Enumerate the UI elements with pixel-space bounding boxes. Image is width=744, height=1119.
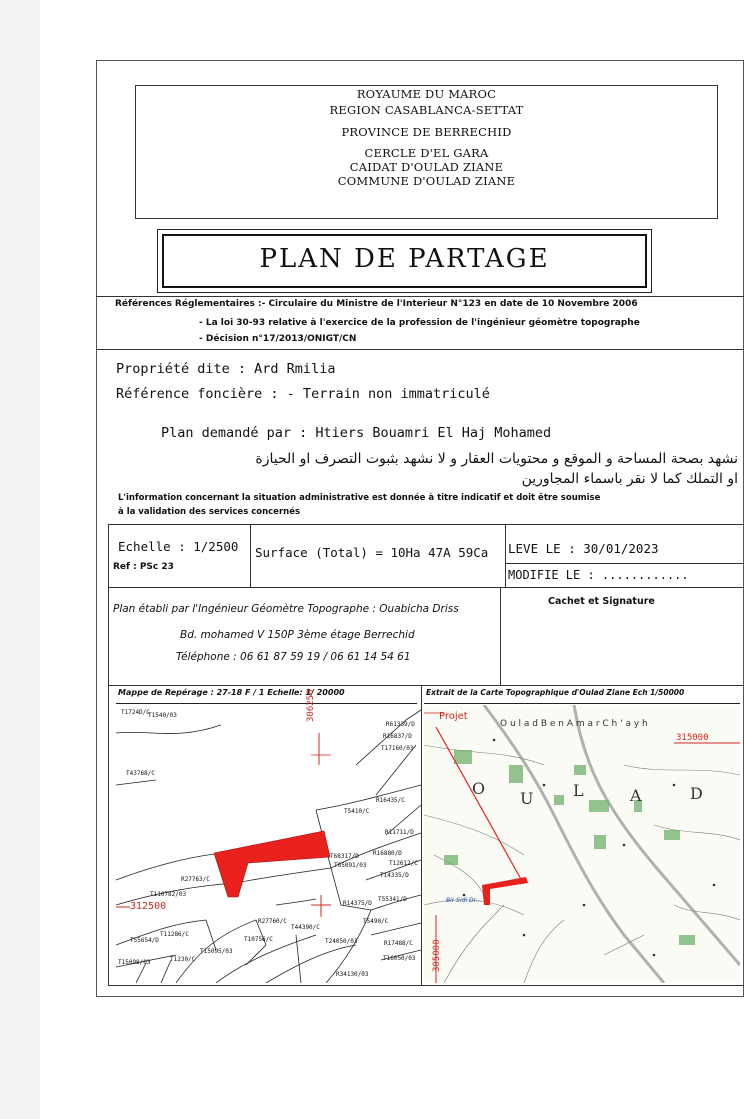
author-address: Bd. mohamed V 150P 3ème étage Berrechid	[180, 629, 415, 641]
table-border	[500, 587, 501, 685]
notice-line-1: L'information concernant la situation administrative est donnée à titre indicatif et doit être soumise	[118, 493, 601, 503]
document-title: PLAN DE PARTAGE	[259, 244, 550, 274]
coordinate-label-y: 312500	[130, 901, 167, 912]
map-letter: L	[573, 781, 584, 800]
map-right-caption-underline	[424, 703, 740, 704]
parcel-label: T55341/D	[378, 896, 407, 903]
parcel-label: T1230/C	[170, 956, 196, 963]
parcel-label: R61339/D	[386, 721, 415, 728]
parcel-label: R27760/C	[258, 918, 287, 925]
scale-value: Echelle : 1/2500	[118, 539, 239, 554]
table-border	[108, 685, 109, 985]
header-line-caidat: CAIDAT D'OULAD ZIANE	[349, 160, 504, 174]
parcel-label: T1540/03	[148, 712, 177, 719]
map-left-caption: Mappe de Repérage : 27-18 F / 1 Echelle: 1/ 20000	[118, 688, 345, 697]
parcel-label: T110782/03	[150, 891, 187, 898]
notice-line-2: à la validation des services concernés	[118, 507, 301, 517]
parcel-label: T14335/D	[380, 872, 409, 879]
table-border	[108, 587, 744, 588]
header-line-kingdom: ROYAUME DU MAROC	[356, 87, 497, 101]
parcel-label: T24050/03	[325, 938, 358, 945]
leve-date: LEVE LE : 30/01/2023	[508, 541, 659, 556]
map-right-caption: Extrait de la Carte Topographique d'Oulad Ziane Ech 1/50000	[426, 688, 685, 697]
references-line-3: - Décision n°17/2013/ONIGT/CN	[199, 334, 357, 344]
map-left-caption-underline	[116, 703, 417, 704]
surface-value: Surface (Total) = 10Ha 47A 59Ca	[255, 545, 489, 560]
divider	[96, 296, 744, 297]
table-border	[108, 685, 744, 686]
parcel-label: T15098/03	[118, 959, 151, 966]
projet-label: Projet	[439, 711, 468, 722]
parcel-label: T5490/C	[363, 918, 389, 925]
parcel-label: R16435/C	[376, 797, 405, 804]
property-name: Propriété dite : Ard Rmilia	[116, 361, 336, 377]
table-border	[108, 985, 744, 986]
property-reference: Référence foncière : - Terrain non immatriculé	[116, 386, 490, 402]
topographic-map	[424, 705, 740, 983]
table-border	[108, 524, 109, 587]
parcel-label: R34130/03	[336, 971, 369, 978]
parcel-label: T10756/C	[244, 936, 273, 943]
stamp-signature-label: Cachet et Signature	[548, 596, 655, 607]
arabic-statement-line-1: نشهد بصحة المساحة و الموقع و محتويات العقار و لا نشهد بثبوت التصرف او الحيازة	[255, 451, 738, 467]
author-phone: Téléphone : 06 61 87 59 19 / 06 61 14 54 61	[176, 651, 411, 663]
modifie-date: MODIFIE LE : ............	[508, 568, 689, 582]
coordinate-label-x: 306250	[306, 689, 316, 722]
header-line-province: PROVINCE DE BERRECHID	[341, 125, 512, 139]
map-letter: U	[520, 789, 534, 808]
references-line-2: - La loi 30-93 relative à l'exercice de la profession de l'ingénieur géomètre topographe	[199, 318, 640, 328]
parcel-label: T43768/C	[126, 770, 155, 777]
requested-by: Plan demandé par : Htiers Bouamri El Haj Mohamed	[161, 425, 552, 441]
parcel-label: R16880/D	[373, 850, 402, 857]
parcel-label: R16837/D	[383, 733, 412, 740]
table-border	[505, 524, 506, 587]
table-border	[421, 685, 422, 985]
parcel-label: T16050/03	[383, 955, 416, 962]
arabic-statement-line-2: او التملك كما لا نقر باسماء المجاورين	[521, 471, 738, 487]
coordinate-label-y: 305000	[432, 939, 442, 972]
header-line-commune: COMMUNE D'OULAD ZIANE	[337, 174, 516, 188]
place-name: O u l a d B e n A m a r C h ' a y h	[500, 719, 648, 729]
parcel-label: T68317/D	[330, 853, 359, 860]
coordinate-label-x: 315000	[676, 733, 709, 743]
references-line-1: Références Réglementaires :- Circulaire du Ministre de l'Interieur N°123 en date de 10 Novembre 2006	[115, 299, 638, 309]
parcel-label: T65091/03	[334, 862, 367, 869]
parcel-label: T55654/D	[130, 937, 159, 944]
map-letter: D	[690, 784, 703, 803]
table-border	[250, 524, 251, 587]
parcel-label: T12612/C	[389, 860, 418, 867]
parcel-label: R14375/D	[343, 900, 372, 907]
parcel-label: T5410/C	[344, 808, 370, 815]
divider	[96, 349, 744, 350]
table-border	[108, 587, 109, 685]
map-letter: O	[472, 779, 486, 798]
parcel-label: R17488/C	[384, 940, 413, 947]
administrative-header	[135, 85, 718, 219]
parcel-label: T44390/C	[291, 924, 320, 931]
parcel-label: T17160/03	[381, 745, 414, 752]
parcel-label: R11711/D	[385, 829, 414, 836]
village-name: Bir Sidi Dr...	[446, 897, 482, 904]
parcel-label: T15095/03	[200, 948, 233, 955]
header-line-cercle: CERCLE D'EL GARA	[364, 146, 489, 160]
table-border	[505, 563, 744, 564]
parcel-label: R27763/C	[181, 876, 210, 883]
parcel-label: T11286/C	[160, 931, 189, 938]
author-line: Plan établi par l'Ingénieur Géomètre Topographe : Ouabicha Driss	[113, 603, 459, 615]
header-line-region: REGION CASABLANCA-SETTAT	[329, 103, 524, 117]
parcel-label: T1724D/C	[121, 709, 150, 716]
map-letter: A	[630, 786, 642, 805]
table-border	[108, 524, 744, 525]
ref-value: Ref : PSc 23	[113, 562, 174, 572]
